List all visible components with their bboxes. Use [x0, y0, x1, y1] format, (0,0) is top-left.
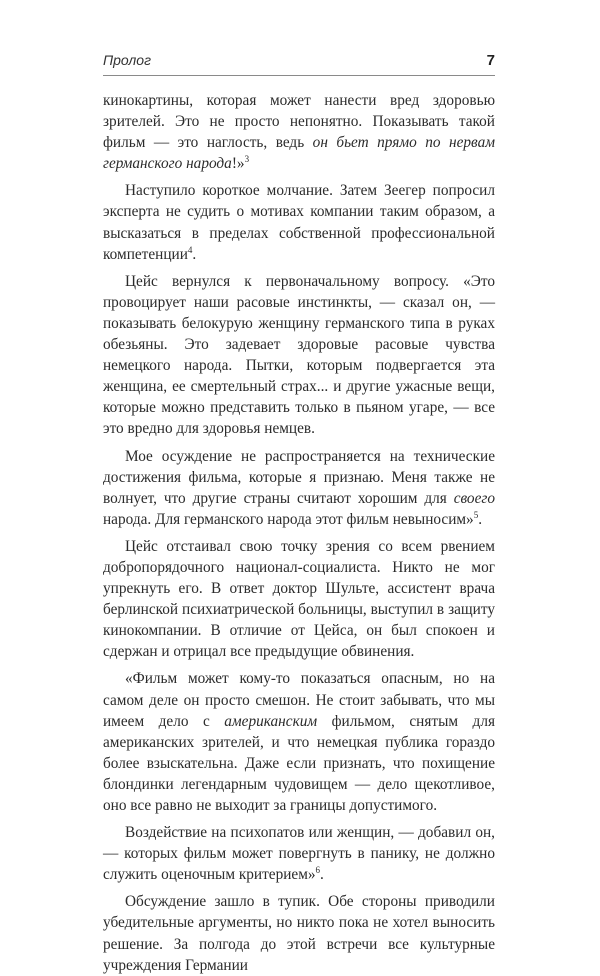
footnote-ref-6[interactable]: 6: [315, 865, 321, 876]
paragraph-4: [103, 446, 495, 530]
footnote-ref-4[interactable]: 4: [187, 244, 193, 255]
text-run: Цейс отстаивал свою точку зрения со всем рвением добропорядочного национал-социалиста. Никто не мог упрекнуть его. В ответ доктор Шульте, ассистент врача берлинской психиатрической больницы, выступил в защиту кинокомпании. В отличие от Цейса, он был спокоен и сдержан и отрицал все предыдущие обвинения.: [103, 537, 495, 661]
text-run: народа. Для германского народа этот фильм невыносим»: [103, 510, 474, 528]
paragraph-3: [103, 271, 495, 440]
section-title: Пролог: [103, 52, 151, 68]
paragraph-8: [103, 891, 495, 975]
text-run: .: [478, 510, 483, 528]
text-run: Обсуждение зашло в тупик. Обе стороны приводили убедительные аргументы, но никто пока не хотел выносить решение. За полгода до этой встречи все культурные учреждения Германии: [103, 893, 495, 974]
text-run: Воздействие на психопатов или женщин, — добавил он, — которых фильм может повергнуть в панику, не должно служить оценочным критерием»: [103, 824, 495, 884]
text-run: Мое осуждение не распространяется на технические достижения фильма, которые я признаю. Меня также не волнует, что другие страны считают хорошим для: [103, 447, 495, 507]
italic-emphasis: своего: [453, 489, 495, 507]
paragraph-5: [103, 536, 495, 663]
paragraph-7: [103, 822, 495, 885]
text-run: кинокартины, которая может нанести вред здоровью зрителей. Это не просто непонятно. Показывать такой фильм — это наглость, ведь: [103, 92, 495, 152]
text-run: .: [192, 245, 197, 263]
text-run: .: [320, 866, 324, 884]
paragraph-2: [103, 180, 495, 264]
paragraph-6: [103, 668, 495, 816]
running-header: [103, 52, 495, 69]
italic-emphasis: американским: [224, 712, 318, 730]
footnote-ref-3[interactable]: 3: [244, 154, 250, 165]
paragraph-1: [103, 90, 495, 174]
italic-emphasis: он бьет прямо по нервам германского народа: [103, 134, 495, 173]
text-run: «Фильм может кому-то показаться опасным, но на самом деле он просто смешон. Не стоит забывать, что мы имеем дело с: [103, 670, 495, 730]
footnote-ref-5[interactable]: 5: [473, 509, 479, 520]
text-run: !»: [231, 155, 245, 173]
text-run: фильмом, снятым для американских зрителей, и что немецкая публика гораздо более взыскательна. Даже если признать, что похищение блондинки легендарным чудовищем — дело щекотливое, оно все равно не выходит за границы допустимого.: [103, 712, 495, 814]
page-number: 7: [486, 52, 495, 69]
text-run: Наступило короткое молчание. Затем Зеегер попросил эксперта не судить о мотивах компании таким образом, а высказаться в пределах собственной профессиональной компетенции: [103, 182, 495, 263]
text-run: Цейс вернулся к первоначальному вопросу. «Это провоцирует наши расовые инстинкты, — сказал он, — показывать белокурую женщину германского типа в руках обезьяны. Это задевает здоровые расовые чувства немецкого народа. Пытки, которым подвергается эта женщина, ее смертельный страх... и другие ужасные вещи, которые можно представить только в пьяном угаре, — все это вредно для здоровья немцев.: [103, 272, 495, 438]
body-text: [103, 90, 495, 976]
header-rule: [103, 75, 495, 76]
